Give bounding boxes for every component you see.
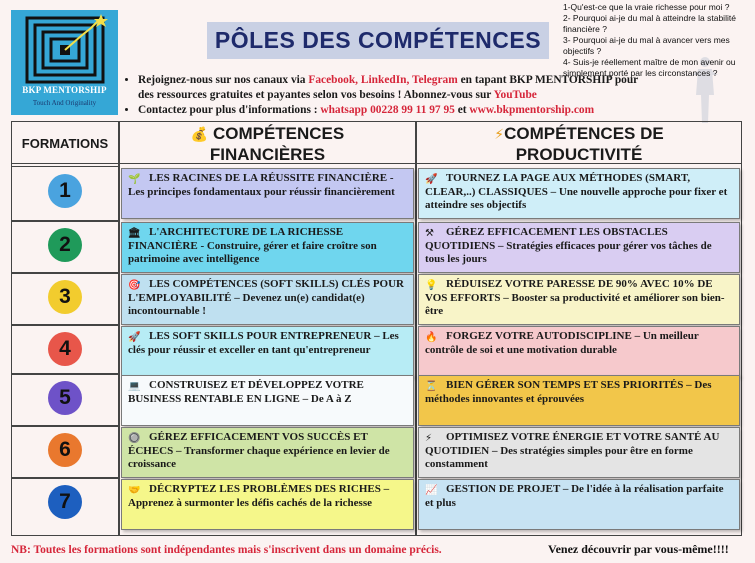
bullet-text: Rejoignez-nous sur nos canaux via bbox=[138, 74, 309, 86]
telegram-link[interactable]: Telegram bbox=[411, 74, 458, 86]
course-title: LES COMPÉTENCES (SOFT SKILLS) CLÉS POUR L'EMPLOYABILITÉ bbox=[128, 278, 404, 304]
course-description: – De A à Z bbox=[299, 392, 352, 405]
financial-course-icon: 💻 bbox=[128, 381, 141, 392]
financial-course-icon: 🔘 bbox=[128, 433, 141, 444]
maze-icon bbox=[21, 14, 109, 86]
key-questions bbox=[563, 2, 753, 79]
course-description: – Booster sa productivité et améliorer son bien-être bbox=[425, 291, 725, 317]
productivity-header bbox=[416, 124, 742, 164]
productivity-course-card[interactable] bbox=[418, 168, 740, 219]
productivity-course-icon: ⚡ bbox=[425, 433, 433, 444]
productivity-course-card[interactable] bbox=[418, 375, 740, 426]
logo-name: BKP MENTORSHIP bbox=[22, 85, 107, 95]
productivity-course-icon: 📈 bbox=[425, 485, 438, 496]
productivity-course-icon: 🔥 bbox=[425, 332, 438, 343]
money-bag-icon: 💰 bbox=[190, 127, 209, 143]
course-title: RÉDUISEZ VOTRE PARESSE DE 90% AVEC 10% DE VOS EFFORTS bbox=[425, 278, 713, 304]
question-item: 4- Suis-je réellement maître de mon avenir ou simplement porté par les circonstances ? bbox=[563, 57, 736, 78]
course-description: - Construire, gérer et faire croître son patrimoine avec intelligence bbox=[128, 239, 377, 265]
course-description: – Un meilleur contrôle de soi et une motivation durable bbox=[425, 330, 699, 356]
course-title: L'ARCHITECTURE DE LA RICHESSE FINANCIÈRE bbox=[128, 226, 344, 252]
financial-course-card[interactable] bbox=[121, 168, 414, 219]
financial-course-icon: 🎯 bbox=[128, 280, 141, 291]
course-title: GÉREZ EFFICACEMENT VOS SUCCÈS ET ÉCHECS bbox=[128, 431, 368, 457]
contact-bullets bbox=[124, 73, 644, 118]
course-title: FORGEZ VOTRE AUTODISCIPLINE bbox=[446, 330, 632, 342]
question-item: 3- Pourquoi ai-je du mal à avancer vers mes objectifs ? bbox=[563, 35, 730, 56]
course-title: BIEN GÉRER SON TEMPS ET SES PRIORITÉS bbox=[446, 379, 684, 391]
productivity-course-icon: 🚀 bbox=[425, 174, 438, 185]
question-item: 1-Qu'est-ce que la vraie richesse pour moi ? bbox=[563, 2, 730, 12]
bullet-text: et bbox=[454, 104, 470, 116]
financial-course-card[interactable] bbox=[121, 375, 414, 426]
course-description: – De l'idée à la réalisation parfaite et plus bbox=[425, 483, 724, 509]
course-description: – Des méthodes innovantes et éprouvées bbox=[425, 379, 712, 405]
productivity-header-line2: PRODUCTIVITÉ bbox=[515, 145, 643, 164]
footer-note: NB: Toutes les formations sont indépendantes mais s'inscrivent dans un domaine précis. bbox=[11, 544, 442, 556]
linkedin-link[interactable]: LinkedIn, bbox=[360, 74, 412, 86]
financial-header-line2: FINANCIÈRES bbox=[209, 145, 326, 164]
financial-header-line1: COMPÉTENCES bbox=[212, 124, 345, 143]
financial-header bbox=[119, 124, 416, 164]
productivity-course-icon: ⚒ bbox=[425, 228, 434, 239]
productivity-course-icon: 💡 bbox=[425, 280, 438, 291]
productivity-course-card[interactable] bbox=[418, 222, 740, 273]
productivity-course-card[interactable] bbox=[418, 326, 740, 377]
course-description: – Apprenez à surmonter les défis cachés de la richesse bbox=[128, 483, 390, 509]
course-title: OPTIMISEZ VOTRE ÉNERGIE ET VOTRE SANTÉ AU QUOTIDIEN bbox=[425, 431, 720, 457]
productivity-course-card[interactable] bbox=[418, 427, 740, 478]
formation-number-badge: 6 bbox=[48, 433, 82, 467]
formation-number-badge: 2 bbox=[48, 228, 82, 262]
lightning-icon: ⚡ bbox=[494, 127, 505, 143]
training-grid bbox=[11, 121, 742, 536]
formations-header: FORMATIONS bbox=[21, 136, 109, 151]
course-description: – Transformer chaque expérience en levier de croissance bbox=[128, 444, 390, 470]
formation-number-badge: 7 bbox=[48, 485, 82, 519]
course-description: – Des stratégies simples pour être en forme constamment bbox=[425, 444, 693, 470]
financial-course-card[interactable] bbox=[121, 326, 414, 377]
financial-course-card[interactable] bbox=[121, 479, 414, 530]
course-title: DÉCRYPTEZ LES PROBLÈMES DES RICHES bbox=[149, 483, 381, 495]
formation-number-badge: 5 bbox=[48, 381, 82, 415]
financial-course-icon: 🤝 bbox=[128, 485, 141, 496]
youtube-link[interactable]: YouTube bbox=[493, 89, 537, 101]
financial-course-icon: 🏛 bbox=[128, 228, 141, 239]
facebook-link[interactable]: Facebook, bbox=[308, 74, 361, 86]
course-title: LES RACINES DE LA RÉUSSITE FINANCIÈRE - bbox=[149, 172, 394, 184]
course-description: Les principes fondamentaux pour réussir financièrement bbox=[128, 185, 395, 198]
formation-number-badge: 1 bbox=[48, 174, 82, 208]
financial-course-card[interactable] bbox=[121, 274, 414, 325]
course-title: TOURNEZ LA PAGE AUX MÉTHODES (SMART, CLEAR,..) CLASSIQUES bbox=[425, 172, 691, 198]
question-item: 2- Pourquoi ai-je du mal à atteindre la stabilité financière ? bbox=[563, 13, 736, 34]
course-title: GÉREZ EFFICACEMENT LES OBSTACLES QUOTIDIENS bbox=[425, 226, 668, 252]
footer-cta: Venez découvrir par vous-même!!!! bbox=[548, 542, 729, 556]
brand-logo bbox=[11, 10, 118, 115]
productivity-course-card[interactable] bbox=[418, 479, 740, 530]
financial-course-icon: 🌱 bbox=[128, 174, 141, 185]
course-description: – Devenez un(e) candidat(e) incontournable ! bbox=[128, 291, 365, 317]
join-channels-bullet bbox=[138, 73, 644, 103]
course-title: LES SOFT SKILLS POUR ENTREPRENEUR bbox=[149, 330, 372, 342]
course-description: – Stratégies efficaces pour gérer vos tâches de tous les jours bbox=[425, 239, 712, 265]
page-title: PÔLES DES COMPÉTENCES bbox=[207, 22, 549, 59]
course-description: – Une nouvelle approche pour fixer et atteindre ses objectifs bbox=[425, 185, 728, 211]
productivity-header-line1: COMPÉTENCES DE bbox=[504, 124, 664, 143]
bullet-text: en tapant BKP MENTORSHIP pour des ressources gratuites et payantes selon vos besoins ! Abonnez-vous sur bbox=[138, 74, 639, 101]
productivity-course-icon: ⏳ bbox=[425, 381, 438, 392]
course-description: – Les clés pour réussir et exceller en tant qu'entrepreneur bbox=[128, 330, 399, 356]
formation-number-badge: 3 bbox=[48, 280, 82, 314]
website-link[interactable]: www.bkpmentorship.com bbox=[469, 104, 595, 116]
formation-number-badge: 4 bbox=[48, 332, 82, 366]
productivity-course-card[interactable] bbox=[418, 274, 740, 325]
logo-tagline: Touch And Originality bbox=[32, 99, 97, 107]
whatsapp-link[interactable]: whatsapp 00228 99 11 97 95 bbox=[320, 104, 455, 116]
bullet-text: Contactez pour plus d'informations : bbox=[138, 104, 321, 116]
course-title: GESTION DE PROJET bbox=[446, 483, 561, 495]
financial-course-card[interactable] bbox=[121, 222, 414, 273]
financial-course-icon: 🚀 bbox=[128, 332, 141, 343]
course-title: CONSTRUISEZ ET DÉVELOPPEZ VOTRE BUSINESS RENTABLE EN LIGNE bbox=[128, 379, 364, 405]
contact-bullet bbox=[138, 103, 644, 118]
financial-course-card[interactable] bbox=[121, 427, 414, 478]
